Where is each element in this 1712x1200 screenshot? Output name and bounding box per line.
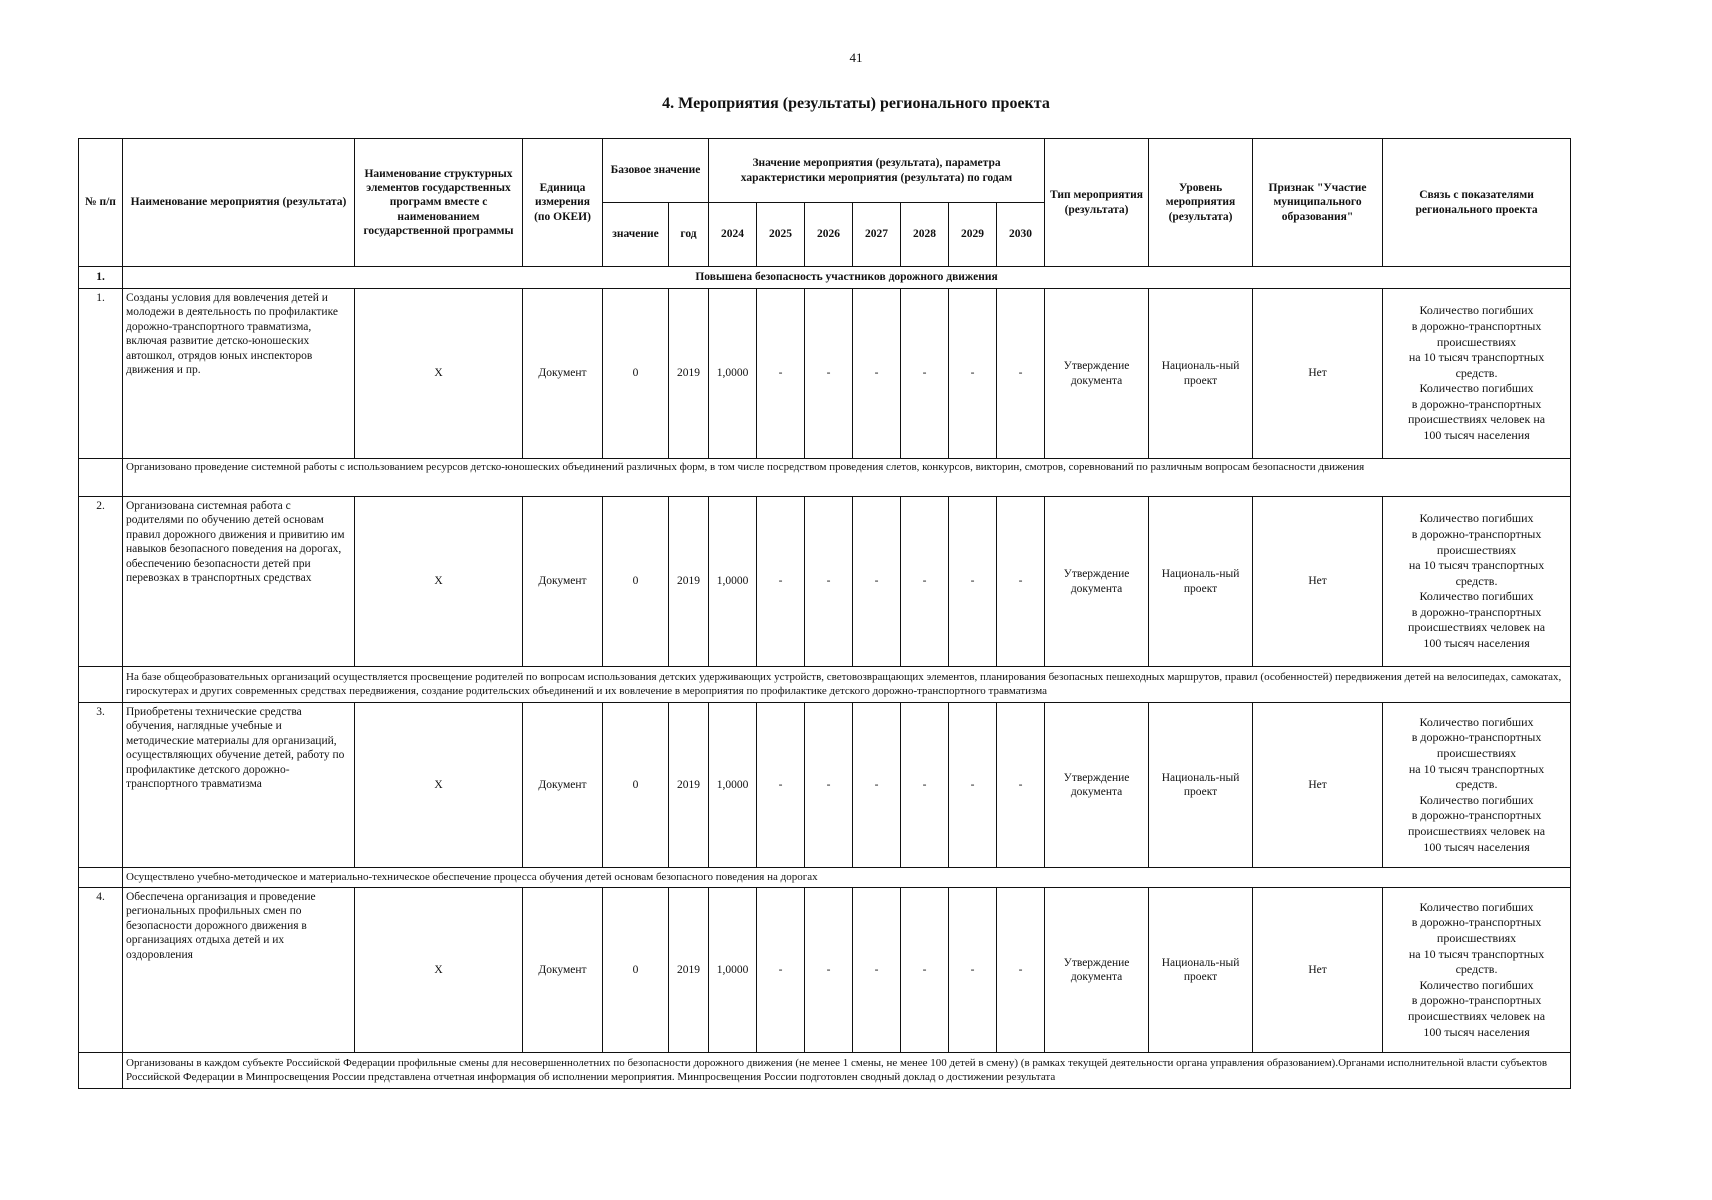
link-line: Количество погибших	[1419, 303, 1534, 318]
link-line: в дорожно-транспортных	[1411, 318, 1542, 333]
section-title: Повышена безопасность участников дорожного движения	[123, 267, 1571, 289]
header-base-value: значение	[603, 203, 669, 267]
row-level: Националь-ный проект	[1149, 497, 1253, 667]
link-line: средств.	[1455, 573, 1498, 588]
row-base-year: 2019	[669, 703, 709, 868]
row-year-value: 1,0000	[709, 497, 757, 667]
row-year-value: 1,0000	[709, 289, 757, 459]
row-type: Утверждение документа	[1045, 289, 1149, 459]
row-year-value: -	[805, 289, 853, 459]
row-base-value: 0	[603, 497, 669, 667]
table-row	[79, 888, 1571, 1053]
row-base-year: 2019	[669, 497, 709, 667]
header-name: Наименование мероприятия (результата)	[123, 139, 355, 267]
row-link	[1383, 888, 1571, 1053]
header-year-2024: 2024	[709, 203, 757, 267]
link-line: в дорожно-транспортных	[1411, 396, 1542, 411]
row-struct: X	[355, 703, 523, 868]
link-line: Количество погибших	[1419, 589, 1534, 604]
row-municipal: Нет	[1253, 888, 1383, 1053]
row-name: Созданы условия для вовлечения детей и молодежи в деятельность по профилактике дорожно-транспортного травматизма, включая развитие детско-юношеских автошкол, отрядов юных инспекторов движения и пр.	[123, 289, 355, 459]
link-line: в дорожно-транспортных	[1411, 604, 1542, 619]
row-year-value: -	[901, 497, 949, 667]
link-line: происшествиях	[1436, 931, 1517, 946]
link-line: происшествиях	[1436, 746, 1517, 761]
link-line: происшествиях человек на	[1408, 823, 1546, 838]
row-base-year: 2019	[669, 888, 709, 1053]
row-year-value: -	[997, 703, 1045, 868]
row-note: На базе общеобразовательных организаций осуществляется просвещение родителей по вопросам использования детских удерживающих устройств, световозвращающих элементов, планирования безопасных пешеходных маршрутов, правил (особенностей) передвижения детей на велосипедах, самокатах, гироскутерах и других современных средствах передвижения, создание родительских объединений и их вовлечение в мероприятия по профилактике детского дорожно-транспортного травматизма	[123, 667, 1571, 703]
row-year-value: -	[805, 703, 853, 868]
link-line: на 10 тысяч транспортных	[1408, 350, 1545, 365]
link-line: Количество погибших	[1419, 977, 1534, 992]
link-line: на 10 тысяч транспортных	[1408, 761, 1545, 776]
link-line: средств.	[1455, 962, 1498, 977]
row-unit: Документ	[523, 289, 603, 459]
note-row	[79, 868, 1571, 888]
row-year-value: 1,0000	[709, 888, 757, 1053]
row-year-value: -	[853, 497, 901, 667]
row-note: Организовано проведение системной работы с использованием ресурсов детско-юношеских объединений различных форм, в том числе посредством проведения слетов, конкурсов, викторин, смотров, соревнований по различным вопросам безопасности движения	[123, 459, 1571, 497]
header-unit: Единица измерения (по ОКЕИ)	[523, 139, 603, 267]
note-row	[79, 459, 1571, 497]
row-base-value: 0	[603, 289, 669, 459]
link-line: в дорожно-транспортных	[1411, 730, 1542, 745]
row-year-value: -	[949, 888, 997, 1053]
row-year-value: -	[757, 888, 805, 1053]
row-type: Утверждение документа	[1045, 888, 1149, 1053]
link-line: в дорожно-транспортных	[1411, 808, 1542, 823]
row-level: Националь-ный проект	[1149, 289, 1253, 459]
note-spacer	[79, 868, 123, 888]
row-num: 1.	[79, 289, 123, 459]
header-year-2027: 2027	[853, 203, 901, 267]
link-line: на 10 тысяч транспортных	[1408, 558, 1545, 573]
row-type: Утверждение документа	[1045, 497, 1149, 667]
header-link: Связь с показателями регионального проекта	[1383, 139, 1571, 267]
header-base: Базовое значение	[603, 139, 709, 203]
link-line: происшествиях	[1436, 542, 1517, 557]
row-year-value: -	[853, 888, 901, 1053]
row-municipal: Нет	[1253, 497, 1383, 667]
header-type: Тип мероприятия (результата)	[1045, 139, 1149, 267]
row-base-value: 0	[603, 703, 669, 868]
header-base-year: год	[669, 203, 709, 267]
note-spacer	[79, 459, 123, 497]
link-line: в дорожно-транспортных	[1411, 915, 1542, 930]
section-num: 1.	[79, 267, 123, 289]
link-line: 100 тысяч населения	[1423, 428, 1530, 443]
link-line: Количество погибших	[1419, 899, 1534, 914]
link-line: Количество погибших	[1419, 381, 1534, 396]
row-note: Осуществлено учебно-методическое и материально-техническое обеспечение процесса обучения детей основам безопасного поведения на дорогах	[123, 868, 1571, 888]
row-base-value: 0	[603, 888, 669, 1053]
row-year-value: -	[757, 703, 805, 868]
link-line: происшествиях человек на	[1408, 412, 1546, 427]
row-year-value: -	[949, 289, 997, 459]
header-year-2030: 2030	[997, 203, 1045, 267]
note-spacer	[79, 667, 123, 703]
section-row	[79, 267, 1571, 289]
link-line: в дорожно-транспортных	[1411, 993, 1542, 1008]
link-line: средств.	[1455, 777, 1498, 792]
header-level: Уровень мероприятия (результата)	[1149, 139, 1253, 267]
row-year-value: -	[901, 703, 949, 868]
link-line: средств.	[1455, 365, 1498, 380]
row-level: Националь-ный проект	[1149, 888, 1253, 1053]
link-line: происшествиях человек на	[1408, 620, 1546, 635]
row-year-value: -	[757, 497, 805, 667]
row-year-value: -	[853, 703, 901, 868]
row-municipal: Нет	[1253, 703, 1383, 868]
row-year-value: -	[757, 289, 805, 459]
header-municipal: Признак "Участие муниципального образования"	[1253, 139, 1383, 267]
events-table	[78, 138, 1571, 1089]
table-row	[79, 703, 1571, 868]
row-unit: Документ	[523, 888, 603, 1053]
header-num: № п/п	[79, 139, 123, 267]
row-link	[1383, 703, 1571, 868]
header-year-2028: 2028	[901, 203, 949, 267]
row-struct: X	[355, 888, 523, 1053]
note-spacer	[79, 1053, 123, 1089]
row-link	[1383, 497, 1571, 667]
header-year-2025: 2025	[757, 203, 805, 267]
row-year-value: -	[997, 888, 1045, 1053]
link-line: Количество погибших	[1419, 511, 1534, 526]
link-line: 100 тысяч населения	[1423, 839, 1530, 854]
row-link	[1383, 289, 1571, 459]
row-year-value: -	[949, 703, 997, 868]
row-name: Приобретены технические средства обучения, наглядные учебные и методические материалы для организаций, осуществляющих обучение детей, работу по профилактике детского дорожно-транспортного травматизма	[123, 703, 355, 868]
link-line: происшествиях человек на	[1408, 1008, 1546, 1023]
row-type: Утверждение документа	[1045, 703, 1149, 868]
row-name: Обеспечена организация и проведение региональных профильных смен по безопасности дорожного движения в организациях отдыха детей и их оздоровления	[123, 888, 355, 1053]
table-row	[79, 497, 1571, 667]
row-year-value: -	[853, 289, 901, 459]
row-year-value: -	[901, 888, 949, 1053]
row-unit: Документ	[523, 497, 603, 667]
table-row	[79, 289, 1571, 459]
row-year-value: -	[997, 289, 1045, 459]
row-year-value: -	[805, 888, 853, 1053]
row-num: 4.	[79, 888, 123, 1053]
note-row	[79, 1053, 1571, 1089]
link-line: 100 тысяч населения	[1423, 1024, 1530, 1039]
row-year-value: -	[805, 497, 853, 667]
row-unit: Документ	[523, 703, 603, 868]
link-line: происшествиях	[1436, 334, 1517, 349]
row-year-value: -	[901, 289, 949, 459]
header-year-2026: 2026	[805, 203, 853, 267]
note-row	[79, 667, 1571, 703]
row-level: Националь-ный проект	[1149, 703, 1253, 868]
row-base-year: 2019	[669, 289, 709, 459]
row-num: 3.	[79, 703, 123, 868]
header-year-2029: 2029	[949, 203, 997, 267]
link-line: Количество погибших	[1419, 714, 1534, 729]
row-struct: X	[355, 497, 523, 667]
row-note: Организованы в каждом субъекте Российской Федерации профильные смены для несовершеннолетних по безопасности дорожного движения (не менее 1 смены, не менее 100 детей в смену) (в рамках текущей деятельности органа управления образованием).Органами исполнительной власти субъектов Российской Федерации в Минпросвещения России представлена отчетная информация об исполнении мероприятия. Минпросвещения России подготовлен сводный доклад о достижении результата	[123, 1053, 1571, 1089]
document-title: 4. Мероприятия (результаты) регионального проекта	[662, 95, 1050, 112]
header-values-by-year: Значение мероприятия (результата), параметра характеристики мероприятия (результата) по годам	[709, 139, 1045, 203]
page-number: 41	[849, 50, 863, 65]
row-municipal: Нет	[1253, 289, 1383, 459]
link-line: Количество погибших	[1419, 792, 1534, 807]
row-struct: X	[355, 289, 523, 459]
row-year-value: -	[997, 497, 1045, 667]
row-year-value: -	[949, 497, 997, 667]
row-year-value: 1,0000	[709, 703, 757, 868]
row-num: 2.	[79, 497, 123, 667]
row-name: Организована системная работа с родителями по обучению детей основам правил дорожного движения и привитию им навыков безопасного поведения на дорогах, обеспечению безопасности детей при перевозках в транспортных средствах	[123, 497, 355, 667]
link-line: 100 тысяч населения	[1423, 636, 1530, 651]
link-line: на 10 тысяч транспортных	[1408, 946, 1545, 961]
link-line: в дорожно-транспортных	[1411, 526, 1542, 541]
header-struct: Наименование структурных элементов государственных программ вместе с наименованием государственной программы	[355, 139, 523, 267]
